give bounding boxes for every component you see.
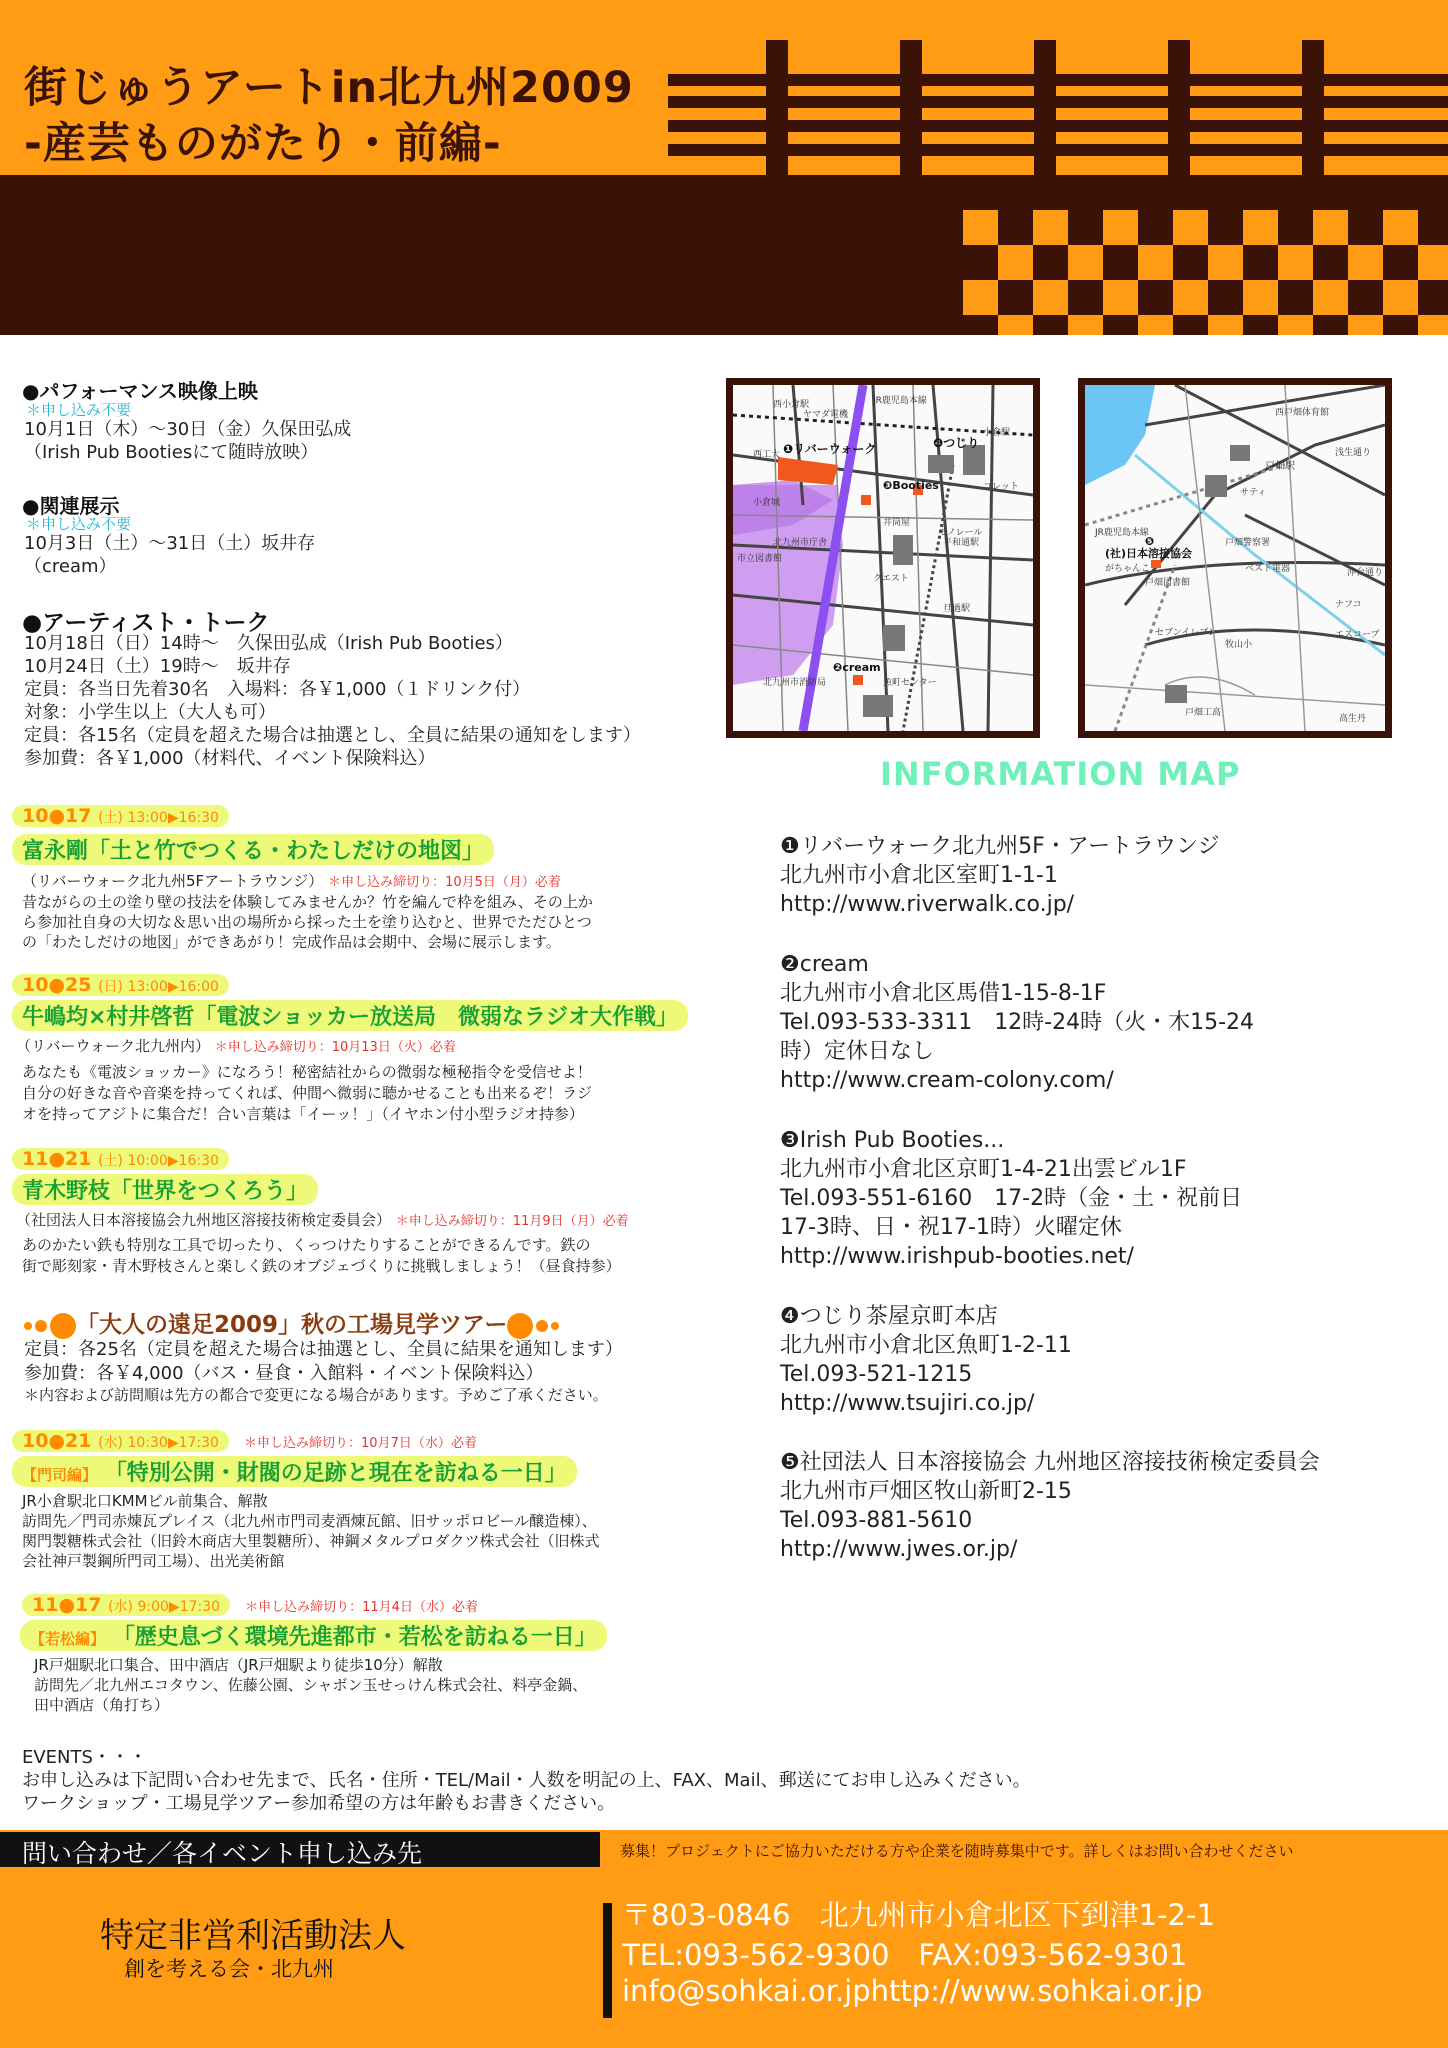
venue-block — [780, 950, 1254, 1095]
performance-line: （Irish Pub Bootiesにて随時放映） — [24, 442, 319, 463]
map-label: 井筒屋 — [883, 518, 911, 528]
map-label: 旦過駅 — [943, 604, 971, 614]
dot-icon — [35, 1320, 47, 1332]
trip-desc: JR小倉駅北口KMMビル前集合、解散 — [22, 1492, 268, 1510]
map-kokura-graphic — [733, 385, 1033, 731]
map-label: 西小倉駅 — [773, 400, 810, 410]
checker-cell — [1243, 245, 1278, 280]
checker-cell — [1138, 210, 1173, 245]
map-label: ベスト電器 — [1245, 564, 1291, 574]
map-label: 戸畑工高 — [1185, 708, 1222, 718]
map-label: 高生丹 — [1339, 714, 1367, 724]
checker-cell — [1033, 210, 1068, 245]
checker-cell — [1243, 210, 1278, 245]
checker-cell — [998, 210, 1033, 245]
checker-cell — [963, 280, 998, 315]
org-type: 特定非営利活動法人 — [100, 1916, 406, 1956]
map-label: クエスト — [873, 574, 909, 584]
checker-cell — [1208, 280, 1243, 315]
map-label: (社)日本溶接協会 — [1105, 547, 1193, 560]
map-label: 牧山小 — [1225, 640, 1253, 650]
map-label: 戸畑図書館 — [1145, 578, 1191, 588]
dot-icon — [50, 1313, 76, 1339]
checker-cell — [1208, 210, 1243, 245]
exhibition-line: （cream） — [24, 556, 117, 577]
footer-address: 〒803-0846 北九州市小倉北区下到津1-2-1 — [622, 1898, 1215, 1932]
tour-line: ＊内容および訪問順は先方の都合で変更になる場合があります。予めご了承ください。 — [24, 1386, 608, 1404]
map-label: 戸畑駅 — [1265, 461, 1295, 472]
workshop-date-badge: 10●25 (日) 13:00▶16:00 — [12, 974, 229, 996]
workshop-venue: （リバーウォーク北九州5Fアートラウンジ） ＊申し込み締切り：10月5日（月）必着 — [22, 872, 561, 890]
trip-title: 【若松編】 「歴史息づく環境先進都市・若松を訪ねる一日」 — [20, 1620, 607, 1651]
venue-line: 北九州市小倉北区室町1-1-1 — [780, 863, 1058, 888]
workshop-title: 富永剛「土と竹でつくる・わたしだけの地図」 — [12, 834, 494, 865]
map-label: JR鹿児島本線 — [1095, 528, 1149, 538]
venue-line: ❷cream — [780, 952, 869, 977]
venue-line: 時）定休日なし — [780, 1039, 935, 1064]
venue-line: Tel.093-521-1215 — [780, 1362, 973, 1387]
map-label: コレット — [983, 482, 1019, 492]
map-label: 西戸畑体育館 — [1275, 408, 1330, 418]
performance-line: 10月1日（木）～30日（金）久保田弘成 — [24, 419, 352, 440]
checker-cell — [1313, 245, 1348, 280]
trip-desc: 関門製糖株式会社（旧鈴木商店大里製糖所）、神鋼メタルプロダクツ株式会社（旧株式 — [22, 1532, 600, 1550]
checker-cell — [1103, 210, 1138, 245]
checker-pattern — [963, 210, 1448, 335]
workshop-desc: 自分の好きな音や音楽を持ってくれば、仲間へ微弱に聴かせることも出来るぞ！ラジ — [22, 1084, 593, 1102]
checker-cell — [1138, 245, 1173, 280]
map-label: がちゃんこ — [1105, 564, 1151, 574]
venue-line: Tel.093-551-6160 17-2時（金・土・祝前日 — [780, 1186, 1243, 1211]
talk-line: 10月18日（日）14時～ 久保田弘成（Irish Pub Booties） — [24, 633, 513, 654]
map-label: 魚町センター — [883, 678, 937, 688]
checker-cell — [1383, 280, 1418, 315]
checker-cell — [1103, 245, 1138, 280]
map-label: ❷cream — [833, 661, 881, 674]
map-label: 戸畑警察署 — [1225, 538, 1271, 548]
venue-line: ❹つじり茶屋京町本店 — [780, 1304, 998, 1329]
workshop-date-badge: 11●21 (土) 10:00▶16:30 — [12, 1148, 229, 1170]
workshop-date-badge: 10●17 (土) 13:00▶16:30 — [12, 805, 229, 827]
map-kokura — [726, 378, 1040, 738]
deadline-text: ＊申し込み締切り：10月7日（水）必着 — [244, 1436, 477, 1451]
checker-cell — [1278, 245, 1313, 280]
venue-link[interactable]: http://www.tsujiri.co.jp/ — [780, 1391, 1035, 1416]
map-label: ヤマダ電機 — [803, 410, 849, 420]
contact-label: 問い合わせ／各イベント申し込み先 — [22, 1839, 423, 1868]
dot-icon — [551, 1322, 559, 1330]
checker-cell — [1418, 315, 1448, 335]
page-title: 街じゅうアートin北九州2009 — [24, 63, 634, 113]
checker-cell — [1418, 245, 1448, 280]
tour-line: 定員：各25名（定員を超えた場合は抽選とし、全員に結果を通知します） — [24, 1339, 623, 1360]
checker-cell — [1068, 245, 1103, 280]
map-label: ナフコ — [1335, 600, 1362, 610]
trip-desc: 田中酒店（角打ち） — [34, 1696, 170, 1714]
workshop-desc: の「わたしだけの地図」ができあがり！完成作品は会期中、会場に展示します。 — [22, 933, 561, 951]
talk-line: 10月24日（土）19時～ 坂井存 — [24, 656, 291, 677]
map-label: エスコープ — [1335, 630, 1380, 640]
venue-link[interactable]: http://www.riverwalk.co.jp/ — [780, 892, 1075, 917]
talk-heading: ●アーティスト・トーク — [22, 610, 270, 636]
map-label: 平和通駅 — [943, 538, 980, 548]
deadline-text: ＊申し込み締切り：10月13日（火）必着 — [214, 1040, 456, 1055]
checker-cell — [1418, 280, 1448, 315]
venue-line: ❸Irish Pub Booties... — [780, 1128, 1005, 1153]
checker-cell — [1033, 280, 1068, 315]
checker-cell — [1033, 245, 1068, 280]
checker-cell — [1278, 280, 1313, 315]
map-label: モノレール — [938, 528, 983, 538]
venue-line: 17-3時、日・祝17-1時）火曜定休 — [780, 1215, 1122, 1240]
map-label: 小倉城 — [753, 498, 781, 508]
workshop-desc: あなたも《電波ショッカー》になろう！秘密結社からの微弱な極秘指令を受信せよ！ — [22, 1063, 592, 1081]
exhibition-heading: ●関連展示 — [22, 494, 120, 518]
checker-cell — [1348, 245, 1383, 280]
footer-web-link[interactable]: info@sohkai.or.jphttp://www.sohkai.or.jp — [622, 1974, 1203, 2008]
trip-desc: 会社神戸製鋼所門司工場）、出光美術館 — [22, 1552, 285, 1570]
checker-cell — [1278, 315, 1313, 335]
checker-cell — [1348, 210, 1383, 245]
venue-line: Tel.093-881-5610 — [780, 1508, 973, 1533]
performance-note: ＊申し込み不要 — [26, 401, 132, 419]
dot-icon — [536, 1320, 548, 1332]
venue-line: Tel.093-533-3311 12時-24時（火・木15-24 — [780, 1010, 1255, 1035]
checker-cell — [1208, 315, 1243, 335]
talk-line: 対象：小学生以上（大人も可） — [24, 702, 276, 723]
checker-cell — [1383, 315, 1418, 335]
tour-line: 参加費：各￥4,000（バス・昼食・入館料・イベント保険料込） — [24, 1363, 544, 1384]
checker-cell — [1173, 280, 1208, 315]
events-note: お申し込みは下記問い合わせ先まで、氏名・住所・TEL/Mail・人数を明記の上、FAX、Mail、郵送にてお申し込みください。 — [22, 1770, 1031, 1791]
checker-cell — [1173, 210, 1208, 245]
header-banner — [0, 0, 1448, 335]
venue-line: 北九州市小倉北区馬借1-15-8-1F — [780, 981, 1107, 1006]
checker-cell — [963, 210, 998, 245]
map-label: ❺ — [1145, 535, 1155, 548]
checker-cell — [998, 315, 1033, 335]
deadline-text: ＊申し込み締切り：11月4日（水）必着 — [245, 1600, 478, 1615]
map-label: 浅生通り — [1335, 448, 1372, 458]
deadline-text: ＊申し込み締切り：10月5日（月）必着 — [328, 875, 561, 890]
map-label: 北九州市庁舎 — [773, 538, 828, 548]
talk-line: 定員：各15名（定員を超えた場合は抽選とし、全員に結果の通知をします） — [24, 725, 641, 746]
tour-title: 「大人の遠足2009」秋の工場見学ツアー — [24, 1306, 559, 1339]
venue-link[interactable]: http://www.jwes.or.jp/ — [780, 1537, 1018, 1562]
trip-title: 【門司編】 「特別公開・財閥の足跡と現在を訪ねる一日」 — [12, 1456, 577, 1487]
venue-line: 北九州市戸畑区牧山新町2-15 — [780, 1479, 1072, 1504]
checker-cell — [1208, 245, 1243, 280]
checker-cell — [1103, 280, 1138, 315]
org-name: 創を考える会・北九州 — [124, 1957, 334, 1981]
workshop-title: 青木野枝「世界をつくろう」 — [12, 1174, 318, 1205]
divider — [603, 1903, 612, 2018]
map-label: 小倉駅 — [983, 428, 1011, 438]
workshop-desc: ら参加社自身の大切な＆思い出の場所から採った土を塗り込むと、世界でただひとつ — [22, 913, 592, 931]
map-label: JR鹿児島本線 — [873, 396, 927, 406]
checker-cell — [1348, 315, 1383, 335]
checker-cell — [1068, 210, 1103, 245]
checker-cell — [998, 280, 1033, 315]
checker-cell — [1138, 315, 1173, 335]
map-tobata-graphic — [1085, 385, 1385, 731]
venue-block — [780, 832, 1220, 919]
venue-block — [780, 1126, 1242, 1271]
trip-desc: JR戸畑駅北口集合、田中酒店（JR戸畑駅より徒歩10分）解散 — [34, 1656, 443, 1674]
footer-phone: TEL:093-562-9300 FAX:093-562-9301 — [622, 1938, 1188, 1972]
checker-cell — [1243, 280, 1278, 315]
events-note: EVENTS・・・ — [22, 1747, 147, 1768]
checker-cell — [1383, 210, 1418, 245]
workshop-venue: （リバーウォーク北九州内） ＊申し込み締切り：10月13日（火）必着 — [16, 1037, 456, 1055]
map-label: 沖台通り — [1347, 568, 1384, 578]
checker-cell — [963, 245, 998, 280]
venue-line: ❶リバーウォーク北九州5F・アートラウンジ — [780, 834, 1220, 859]
workshop-venue: （社団法人日本溶接協会九州地区溶接技術検定委員会） ＊申し込み締切り：11月9日（月）必着 — [16, 1211, 629, 1229]
checker-cell — [1068, 315, 1103, 335]
performance-heading: ●パフォーマンス映像上映 — [22, 379, 258, 403]
workshop-desc: オを持ってアジトに集合だ！合い言葉は「イーッ！」（イヤホン付小型ラジオ持参） — [22, 1105, 584, 1123]
venue-block — [780, 1448, 1320, 1564]
checker-cell — [1173, 315, 1208, 335]
venue-link[interactable]: http://www.cream-colony.com/ — [780, 1068, 1114, 1093]
checker-cell — [998, 245, 1033, 280]
map-label: ❶リバーウォーク — [783, 442, 877, 456]
checker-cell — [1313, 210, 1348, 245]
events-note: ワークショップ・工場見学ツアー参加希望の方は年齢もお書きください。 — [22, 1793, 616, 1814]
trip-desc: 訪問先／門司赤煉瓦プレイス（北九州市門司麦酒煉瓦館、旧サッポロビール醸造棟）、 — [22, 1512, 597, 1530]
talk-line: 定員：各当日先着30名 入場料：各￥1,000（１ドリンク付） — [24, 679, 531, 700]
talk-line: 参加費：各￥1,000（材料代、イベント保険料込） — [24, 748, 436, 769]
dot-icon — [507, 1313, 533, 1339]
exhibition-line: 10月3日（土）～31日（土）坂井存 — [24, 533, 316, 554]
venue-block — [780, 1302, 1072, 1418]
map-label: 市立図書館 — [737, 554, 783, 564]
map-label: サティ — [1240, 488, 1267, 498]
checker-cell — [1383, 245, 1418, 280]
venue-line: 北九州市小倉北区魚町1-2-11 — [780, 1333, 1072, 1358]
recruit-note: 募集！プロジェクトにご協力いただける方や企業を随時募集中です。詳しくはお問い合わせください — [620, 1842, 1294, 1860]
checker-cell — [1103, 315, 1138, 335]
trip-desc: 訪問先／北九州エコタウン、佐藤公園、シャボン玉せっけん株式会社、料亭金鍋、 — [34, 1676, 588, 1694]
checker-cell — [1313, 315, 1348, 335]
map-title: INFORMATION MAP — [880, 755, 1241, 793]
map-label: 西工大 — [753, 450, 781, 460]
dot-icon — [24, 1322, 32, 1330]
workshop-desc: 街で彫刻家・青木野枝さんと楽しく鉄のオブジェづくりに挑戦しましょう！（昼食持参） — [22, 1257, 621, 1275]
venue-link[interactable]: http://www.irishpub-booties.net/ — [780, 1244, 1134, 1269]
map-label: ❹つじり — [933, 436, 980, 450]
venue-line: 北九州市小倉北区京町1-4-21出雲ビル1F — [780, 1157, 1187, 1182]
checker-cell — [1138, 280, 1173, 315]
checker-cell — [1243, 315, 1278, 335]
deadline-text: ＊申し込み締切り：11月9日（月）必着 — [395, 1214, 629, 1229]
map-label: セブンイレブン — [1155, 628, 1217, 638]
map-label: 北九州市消防局 — [763, 678, 827, 688]
checker-cell — [963, 315, 998, 335]
workshop-desc: 昔ながらの土の塗り壁の技法を体験してみませんか？竹を編んで枠を組み、その上か — [22, 893, 593, 911]
checker-cell — [1418, 210, 1448, 245]
trip-header: 10●21 (水) 10:30▶17:30 ＊申し込み締切り：10月7日（水）必着 — [12, 1430, 477, 1452]
checker-cell — [1173, 245, 1208, 280]
workshop-desc: あのかたい鉄も特別な工具で切ったり、くっつけたりすることができるんです。鉄の — [22, 1236, 591, 1254]
exhibition-note: ＊申し込み不要 — [26, 515, 132, 533]
checker-cell — [1278, 210, 1313, 245]
workshop-title: 牛嶋均×村井啓哲「電波ショッカー放送局 微弱なラジオ大作戦」 — [12, 1000, 688, 1031]
checker-cell — [1348, 280, 1383, 315]
page-subtitle: -産芸ものがたり・前編- — [24, 119, 502, 169]
map-tobata — [1078, 378, 1392, 738]
checker-cell — [1313, 280, 1348, 315]
map-label: ❸Booties — [883, 479, 939, 492]
checker-cell — [1033, 315, 1068, 335]
venue-line: ❺社団法人 日本溶接協会 九州地区溶接技術検定委員会 — [780, 1450, 1320, 1475]
trip-header: 11●17 (水) 9:00▶17:30 ＊申し込み締切り：11月4日（水）必着 — [22, 1594, 478, 1616]
checker-cell — [1068, 280, 1103, 315]
